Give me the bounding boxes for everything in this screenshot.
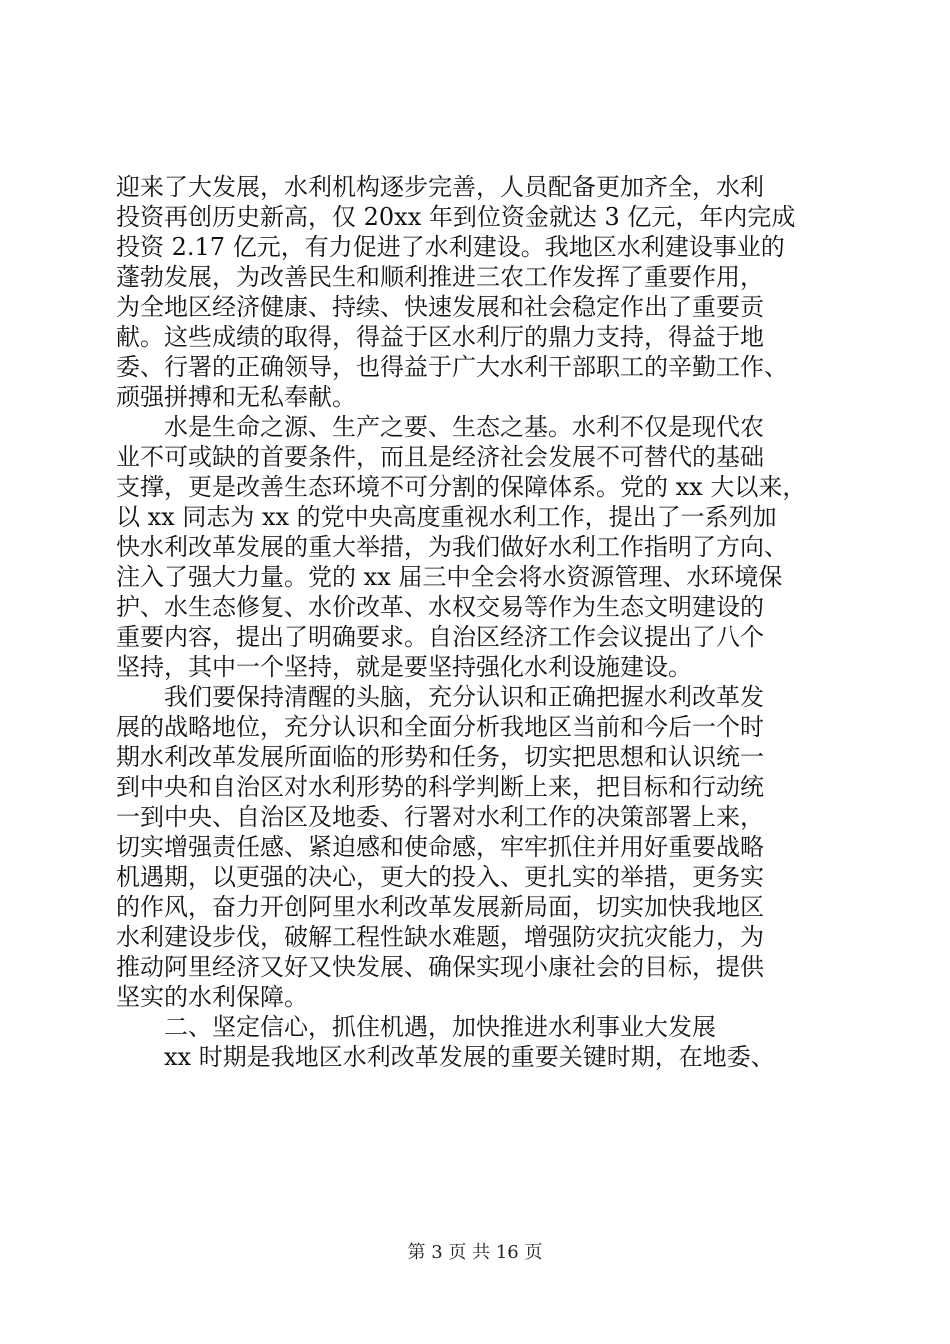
text-line: 护、水生态修复、水价改革、水权交易等作为生态文明建设的	[116, 593, 764, 621]
text-line: 一到中央、自治区及地委、行署对水利工作的决策部署上来，	[116, 803, 764, 831]
section-heading: 二、坚定信心，抓住机遇，加快推进水利事业大发展	[116, 1013, 716, 1041]
text-line: 献。这些成绩的取得，得益于区水利厅的鼎力支持，得益于地	[116, 323, 764, 351]
text-line: 为全地区经济健康、持续、快速发展和社会稳定作出了重要贡	[116, 293, 764, 321]
text-line: 到中央和自治区对水利形势的科学判断上来，把目标和行动统	[116, 773, 764, 801]
text-line: 水利建设步伐，破解工程性缺水难题，增强防灾抗灾能力，为	[116, 923, 764, 951]
text-line: 支撑，更是改善生态环境不可分割的保障体系。党的 xx 大以来，	[116, 473, 807, 501]
text-line: 坚持，其中一个坚持，就是要坚持强化水利设施建设。	[116, 653, 692, 681]
text-line: 以 xx 同志为 xx 的党中央高度重视水利工作，提出了一系列加	[116, 503, 777, 531]
page-footer: 第 3 页 共 16 页	[407, 1242, 543, 1263]
text-line: 水是生命之源、生产之要、生态之基。水利不仅是现代农	[116, 413, 764, 441]
text-line: 坚实的水利保障。	[116, 983, 308, 1011]
text-line: 重要内容，提出了明确要求。自治区经济工作会议提出了八个	[116, 623, 764, 651]
text-line: 机遇期，以更强的决心，更大的投入、更扎实的举措，更务实	[116, 863, 764, 891]
text-line: 我们要保持清醒的头脑，充分认识和正确把握水利改革发	[116, 683, 764, 711]
text-line: xx 时期是我地区水利改革发展的重要关键时期，在地委、	[116, 1043, 775, 1071]
text-line: 切实增强责任感、紧迫感和使命感，牢牢抓住并用好重要战略	[116, 833, 764, 861]
text-line: 委、行署的正确领导，也得益于广大水利干部职工的辛勤工作、	[116, 353, 788, 381]
text-line: 蓬勃发展，为改善民生和顺利推进三农工作发挥了重要作用，	[116, 263, 764, 291]
text-line: 迎来了大发展，水利机构逐步完善，人员配备更加齐全，水利	[116, 173, 764, 201]
text-line: 注入了强大力量。党的 xx 届三中全会将水资源管理、水环境保	[116, 563, 783, 591]
text-line: 顽强拼搏和无私奉献。	[116, 383, 356, 411]
text-line: 的作风，奋力开创阿里水利改革发展新局面，切实加快我地区	[116, 893, 764, 921]
text-line: 推动阿里经济又好又快发展、确保实现小康社会的目标，提供	[116, 953, 764, 981]
text-line: 投资 2.17 亿元，有力促进了水利建设。我地区水利建设事业的	[116, 233, 785, 261]
text-line: 展的战略地位，充分认识和全面分析我地区当前和今后一个时	[116, 713, 764, 741]
text-line: 期水利改革发展所面临的形势和任务，切实把思想和认识统一	[116, 743, 764, 771]
text-line: 投资再创历史新高，仅 20xx 年到位资金就达 3 亿元，年内完成	[116, 203, 796, 231]
text-line: 快水利改革发展的重大举措，为我们做好水利工作指明了方向、	[116, 533, 788, 561]
text-line: 业不可或缺的首要条件，而且是经济社会发展不可替代的基础	[116, 443, 764, 471]
